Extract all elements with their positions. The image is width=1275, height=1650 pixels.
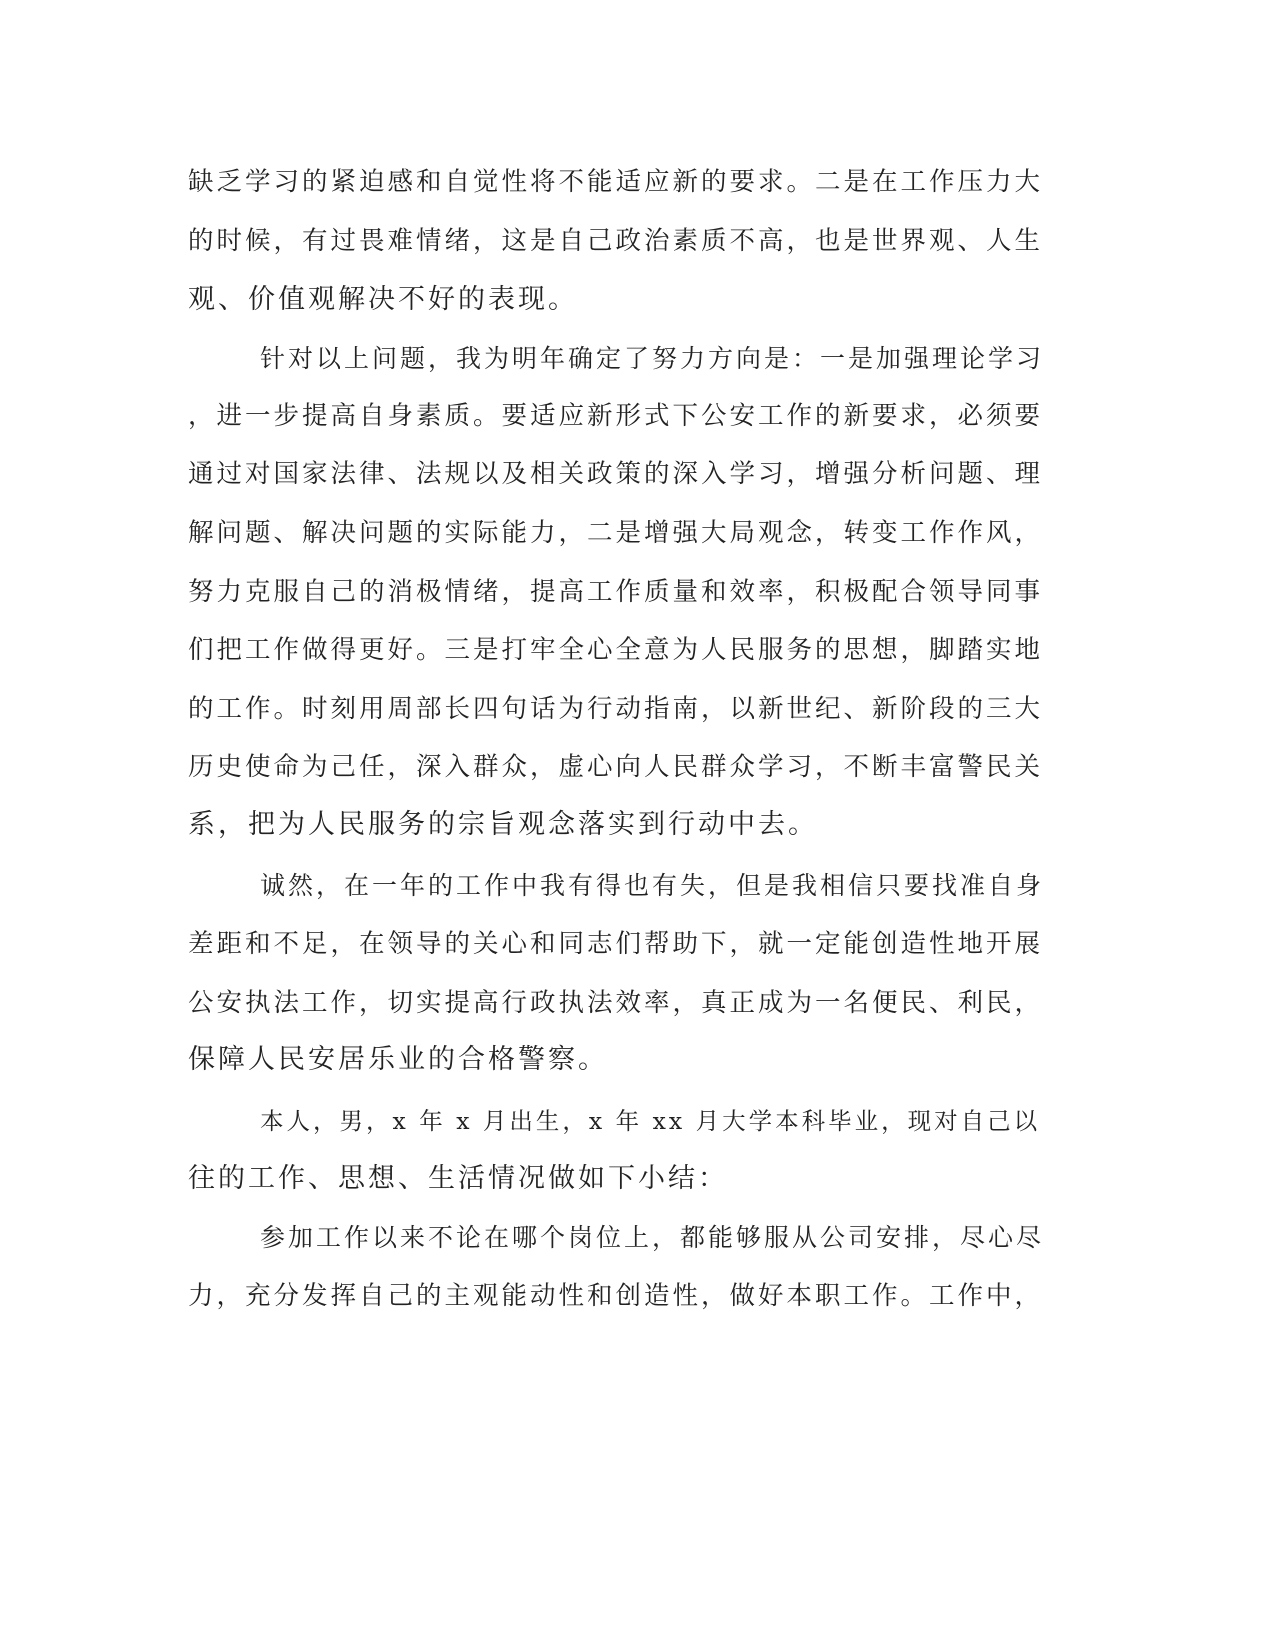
text-line: 解问题、解决问题的实际能力，二是增强大局观念，转变工作作风， [188, 518, 1044, 548]
text-line: 差距和不足，在领导的关心和同志们帮助下，就一定能创造性地开展 [188, 929, 1044, 959]
text-line: 的时候，有过畏难情绪，这是自己政治素质不高，也是世界观、人生 [188, 226, 1044, 256]
text-line: ，进一步提高自身素质。要适应新形式下公安工作的新要求，必须要 [188, 401, 1044, 431]
text-line: 的工作。时刻用周部长四句话为行动指南，以新世纪、新阶段的三大 [188, 694, 1044, 724]
text-line: 缺乏学习的紧迫感和自觉性将不能适应新的要求。二是在工作压力大 [188, 167, 1044, 197]
text-line: 本人，男，x 年 x 月出生，x 年 xx 月大学本科毕业，现对自己以 [260, 1107, 1041, 1135]
text-line: 诚然，在一年的工作中我有得也有失，但是我相信只要找准自身 [260, 871, 1045, 900]
text-line: 观、价值观解决不好的表现。 [188, 284, 578, 315]
text-line: 保障人民安居乐业的合格警察。 [188, 1044, 608, 1075]
text-line: 力，充分发挥自己的主观能动性和创造性，做好本职工作。工作中， [188, 1281, 1044, 1311]
text-line: 系，把为人民服务的宗旨观念落实到行动中去。 [188, 809, 818, 840]
text-line: 针对以上问题，我为明年确定了努力方向是：一是加强理论学习 [260, 344, 1045, 373]
text-line: 历史使命为己任，深入群众，虚心向人民群众学习，不断丰富警民关 [188, 752, 1044, 782]
text-line: 公安执法工作，切实提高行政执法效率，真正成为一名便民、利民， [188, 988, 1044, 1018]
text-line: 通过对国家法律、法规以及相关政策的深入学习，增强分析问题、理 [188, 459, 1044, 489]
text-line: 们把工作做得更好。三是打牢全心全意为人民服务的思想，脚踏实地 [188, 635, 1044, 665]
text-line: 往的工作、思想、生活情况做如下小结： [188, 1163, 728, 1194]
text-line: 参加工作以来不论在哪个岗位上，都能够服从公司安排，尽心尽 [260, 1223, 1045, 1252]
text-line: 努力克服自己的消极情绪，提高工作质量和效率，积极配合领导同事 [188, 577, 1044, 607]
